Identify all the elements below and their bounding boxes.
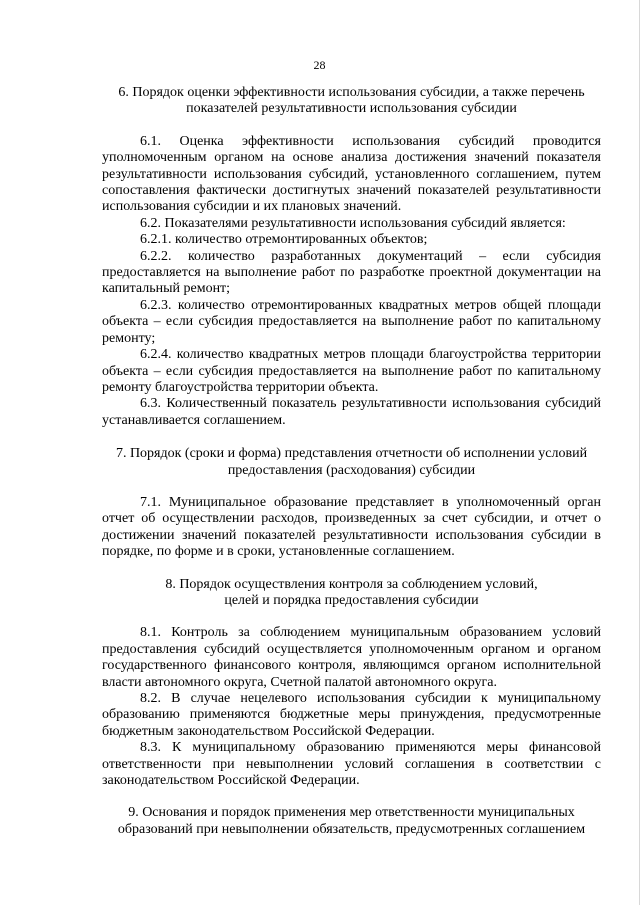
paragraph-6-3: 6.3. Количественный показатель результативности использования субсидий устанавливается соглашением. xyxy=(102,396,601,428)
section-8-heading xyxy=(102,577,601,610)
heading-line: 6. Порядок оценки эффективности использования субсидии, а также перечень xyxy=(118,85,585,100)
paragraph-6-2-2: 6.2.2. количество разработанных документаций – если субсидия предоставляется на выполнение работ по разработке проектной документации на капитальный ремонт; xyxy=(102,248,601,297)
paragraph-6-2-1: 6.2.1. количество отремонтированных объектов; xyxy=(140,232,428,248)
paragraph-6-1: 6.1. Оценка эффективности использования субсидий проводится уполномоченным органом на основе анализа достижения значений показателя результативности использования субсидий, установленного соглашением, путем сопоставления фактически достигнутых значений показателей результативности использования субсидии и их плановых значений. xyxy=(102,133,601,215)
heading-line: целей и порядка предоставления субсидии xyxy=(224,592,479,608)
section-7-heading xyxy=(102,446,601,479)
heading-line: 7. Порядок (сроки и форма) представления отчетности об исполнении условий xyxy=(115,446,588,462)
heading-line: 8. Порядок осуществления контроля за соблюдением условий, xyxy=(165,576,538,592)
paragraph-6-2-4: 6.2.4. количество квадратных метров площади благоустройства территории объекта – если субсидия предоставляется на выполнение работ по капитальному ремонту благоустройства территории объекта. xyxy=(102,347,601,395)
paragraph-6-2-3: 6.2.3. количество отремонтированных квадратных метров общей площади объекта – если субсидия предоставляется на выполнение работ по капитальному ремонту; xyxy=(102,297,601,346)
paragraph-8-2: 8.2. В случае нецелевого использования субсидии к муниципальному образованию применяются бюджетные меры принуждения, предусмотренные бюджетным законодательством Российской Федерации. xyxy=(102,691,601,739)
page-number: 28 xyxy=(313,58,326,72)
section-6-heading xyxy=(102,85,601,118)
heading-line: образований при невыполнении обязательств, предусмотренных соглашением xyxy=(117,821,586,837)
paragraph-8-3: 8.3. К муниципальному образованию применяются меры финансовой ответственности при невыполнении условий соглашения в соответствии с законодательством Российской Федерации. xyxy=(102,740,601,789)
paragraph-7-1: 7.1. Муниципальное образование представляет в уполномоченный орган отчет об осуществлении расходов, произведенных за счет субсидии, и отчет о достижении значений показателей результативности использования субсидии в порядке, по форме и в сроки, установленные соглашением. xyxy=(102,494,601,560)
paragraph-8-1: 8.1. Контроль за соблюдением муниципальным образованием условий предоставления субсидий осуществляется уполномоченным органом и органом государственного финансового контроля, являющимся органом исполнительной власти автономного округа, Счетной палатой автономного округа. xyxy=(102,625,601,690)
document-body xyxy=(102,80,601,838)
heading-line: предоставления (расходования) субсидии xyxy=(227,462,476,478)
section-9-heading xyxy=(102,805,601,838)
paragraph-6-2: 6.2. Показателями результативности использования субсидий является: xyxy=(140,215,566,231)
heading-line: 9. Основания и порядок применения мер ответственности муниципальных xyxy=(128,805,575,821)
heading-line: показателей результативности использования субсидии xyxy=(186,101,517,117)
